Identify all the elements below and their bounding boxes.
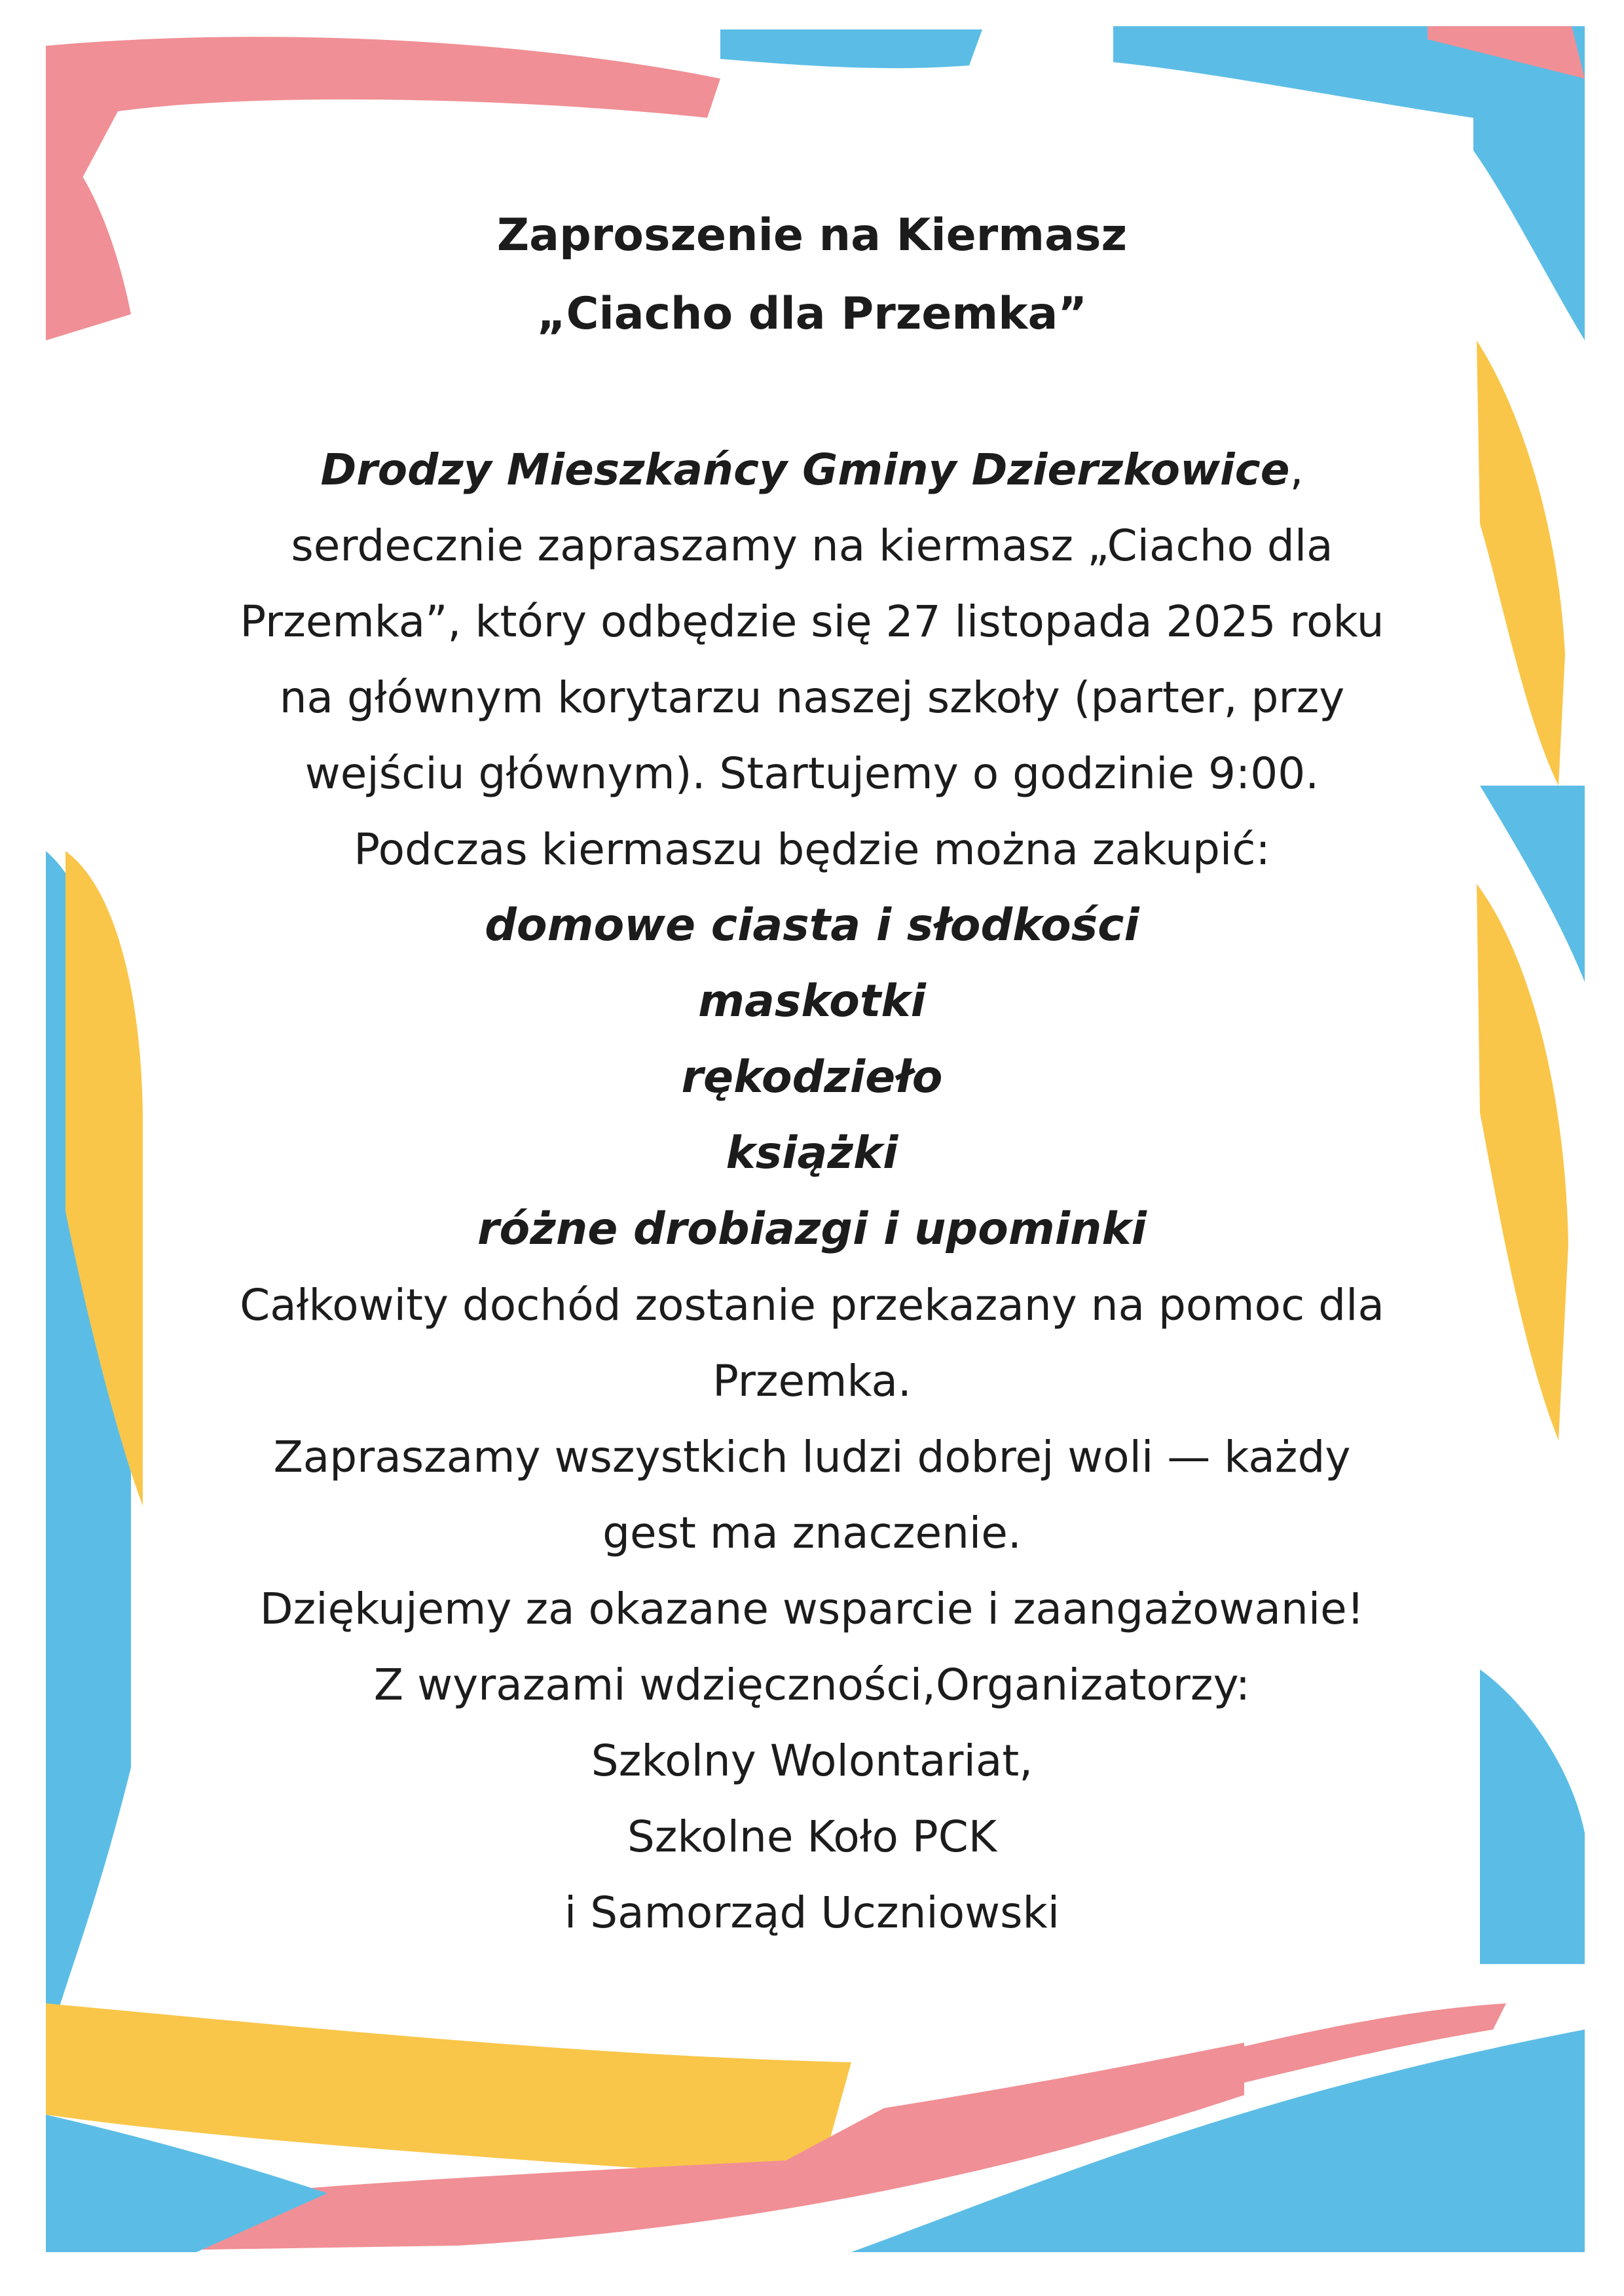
invitation-paper: [147, 124, 1477, 2023]
outro-line: Z wyrazami wdzięczności,Organizatorzy:: [373, 1660, 1251, 1710]
intro-line: na głównym korytarzu naszej szkoły (parter, przy: [279, 672, 1345, 723]
intro-line: Przemka”, który odbędzie się 27 listopada 2025 roku: [240, 596, 1384, 647]
outro-line: Dziękujemy za okazane wsparcie i zaangażowanie!: [259, 1584, 1365, 1634]
spacer: [147, 354, 1477, 432]
outro-line: gest ma znaczenie.: [602, 1508, 1022, 1558]
brush-stroke-right-blue-2: [1480, 1669, 1585, 1964]
greeting-punct: ,: [1289, 445, 1304, 495]
intro-line: wejściu głównym). Startujemy o godzinie 9:00.: [304, 748, 1320, 799]
signature-line: Szkolne Koło PCK: [627, 1812, 997, 1862]
invitation-content: [147, 196, 1477, 1951]
sale-item: maskotki: [698, 975, 926, 1027]
invitation-title-line1: Zaproszenie na Kiermasz: [496, 210, 1128, 261]
greeting-line: [147, 432, 1477, 508]
sale-item: rękodzieło: [681, 1051, 943, 1103]
signature-line: i Samorząd Uczniowski: [564, 1887, 1060, 1938]
outro-line: Zapraszamy wszystkich ludzi dobrej woli — każdy: [273, 1432, 1351, 1482]
outro-line: Całkowity dochód zostanie przekazany na pomoc dla: [240, 1280, 1384, 1330]
brush-stroke-top-blue: [720, 29, 982, 68]
greeting: Drodzy Mieszkańcy Gminy Dzierzkowice: [320, 445, 1290, 495]
signature-line: Szkolny Wolontariat,: [591, 1736, 1033, 1786]
brush-stroke-right-yellow: [1477, 340, 1565, 786]
sale-item: książki: [726, 1127, 898, 1179]
outro-line: Przemka.: [712, 1356, 912, 1406]
intro-line: serdecznie zapraszamy na kiermasz „Ciacho dla: [291, 520, 1333, 571]
sale-item: domowe ciasta i słodkości: [485, 900, 1139, 951]
intro-line: Podczas kiermaszu będzie można zakupić:: [354, 824, 1270, 875]
sale-item: różne drobiazgi i upominki: [477, 1203, 1147, 1255]
invitation-title-line2: „Ciacho dla Przemka”: [536, 288, 1088, 340]
brush-stroke-right-yellow-2: [1477, 884, 1568, 1440]
